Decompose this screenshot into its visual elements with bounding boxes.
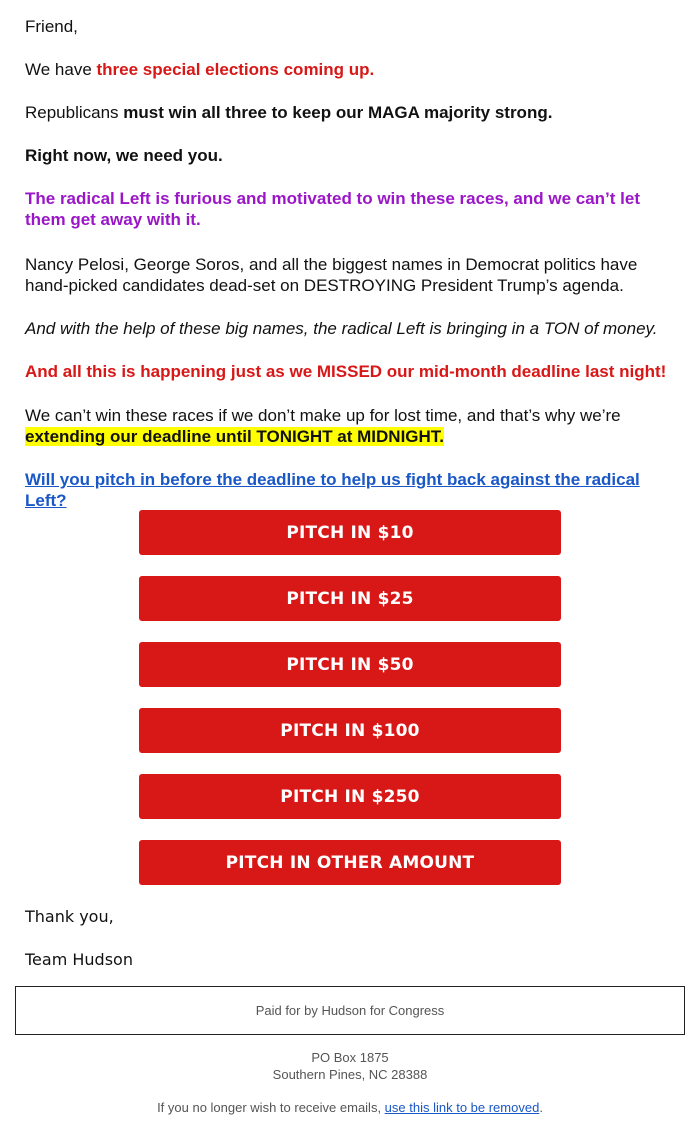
- paragraph-big-names: And with the help of these big names, the radical Left is bringing in a TON of money.: [25, 319, 658, 338]
- paragraph-pelosi-soros: Nancy Pelosi, George Soros, and all the biggest names in Democrat politics have hand-picked candidates dead-set on DESTROYING President Trump’s agenda.: [25, 255, 638, 295]
- signature: Team Hudson: [25, 950, 133, 969]
- paragraph-need-you: Right now, we need you.: [25, 146, 223, 165]
- pitch-in-25-button[interactable]: PITCH IN $25: [139, 576, 561, 621]
- p2-text: Republicans: [25, 103, 124, 122]
- paragraph-extending-deadline: [25, 405, 680, 447]
- unsubscribe-text: If you no longer wish to receive emails,: [157, 1100, 385, 1115]
- p8-text: We can’t win these races if we don’t make up for lost time, and that’s why we’re: [25, 406, 621, 425]
- pitch-in-other-amount-button[interactable]: PITCH IN OTHER AMOUNT: [139, 840, 561, 885]
- deadline-highlight: extending our deadline until TONIGHT at MIDNIGHT.: [25, 427, 445, 446]
- address-line-2: Southern Pines, NC 28388: [272, 1067, 428, 1082]
- cta-link[interactable]: Will you pitch in before the deadline to help us fight back against the radical Left?: [25, 470, 640, 510]
- paragraph-must-win: [25, 102, 680, 123]
- paid-for-disclaimer: [15, 986, 685, 1035]
- address-line-1: PO Box 1875: [311, 1050, 389, 1065]
- unsubscribe-period: .: [539, 1100, 543, 1115]
- pitch-in-250-button[interactable]: PITCH IN $250: [139, 774, 561, 819]
- unsubscribe-link[interactable]: use this link to be removed: [384, 1100, 540, 1115]
- p1-text: We have: [25, 60, 97, 79]
- cta-paragraph: [25, 469, 680, 511]
- pitch-in-100-button[interactable]: PITCH IN $100: [139, 708, 561, 753]
- closing-text: Thank you,: [25, 907, 114, 926]
- paid-for-text: Paid for by Hudson for Congress: [255, 1003, 445, 1018]
- p1-red-text: three special elections coming up.: [96, 60, 375, 79]
- p2-bold-text: must win all three to keep our MAGA majority strong.: [123, 103, 553, 122]
- pitch-in-10-button[interactable]: PITCH IN $10: [139, 510, 561, 555]
- paragraph-radical-left: The radical Left is furious and motivated to win these races, and we can’t let them get away with it.: [25, 189, 640, 229]
- pitch-in-50-button[interactable]: PITCH IN $50: [139, 642, 561, 687]
- paragraph-special-elections: [25, 59, 680, 80]
- paragraph-missed-deadline: And all this is happening just as we MISSED our mid-month deadline last night!: [25, 362, 667, 381]
- unsubscribe-notice: [0, 1100, 700, 1115]
- greeting: Friend,: [25, 17, 78, 36]
